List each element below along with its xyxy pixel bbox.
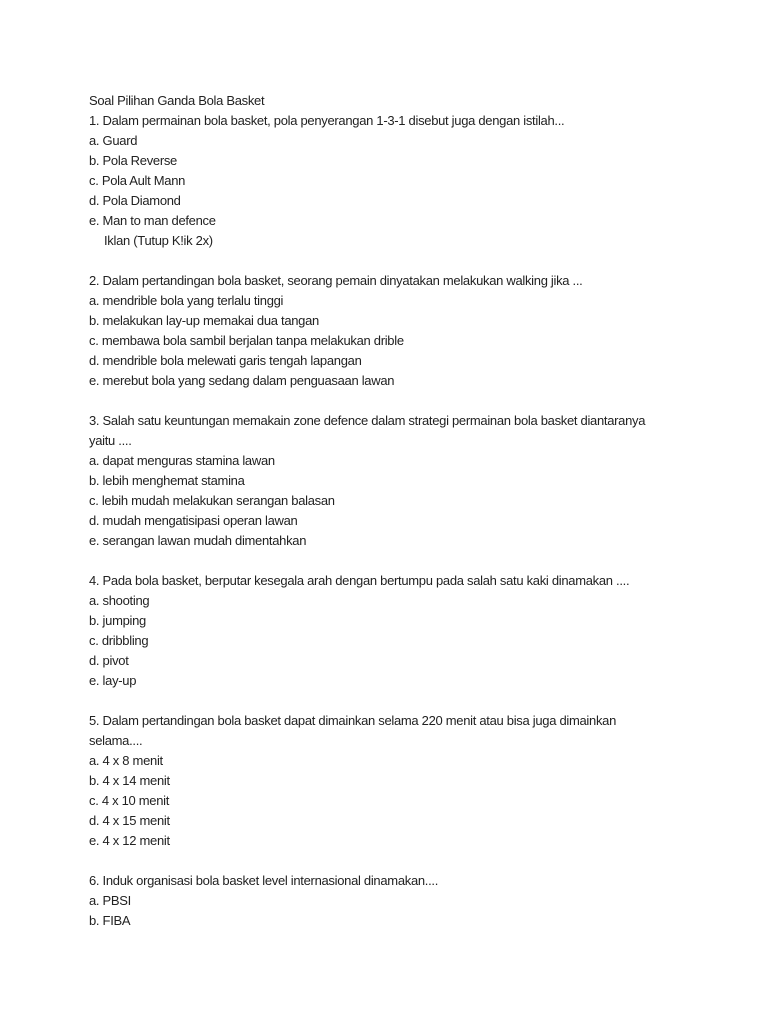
- answer-option: e. 4 x 12 menit: [89, 833, 170, 848]
- answer-option: d. mendrible bola melewati garis tengah lapangan: [89, 353, 362, 368]
- spacer: [89, 551, 645, 571]
- answer-option: d. pivot: [89, 653, 129, 668]
- answer-option: c. dribbling: [89, 633, 149, 648]
- question-block: [89, 271, 645, 411]
- answer-option: c. lebih mudah melakukan serangan balasan: [89, 493, 335, 508]
- answer-option: c. 4 x 10 menit: [89, 793, 170, 808]
- question-text: selama....: [89, 733, 143, 748]
- answer-option: a. shooting: [89, 593, 150, 608]
- answer-option: b. lebih menghemat stamina: [89, 473, 245, 488]
- answer-option: a. PBSI: [89, 893, 131, 908]
- question-text: yaitu ....: [89, 433, 132, 448]
- question-block: [89, 571, 645, 711]
- answer-option: a. mendrible bola yang terlalu tinggi: [89, 293, 284, 308]
- document-body: [89, 91, 645, 931]
- answer-option: a. dapat menguras stamina lawan: [89, 453, 275, 468]
- ad-close-link[interactable]: Iklan (Tutup K!ik 2x): [104, 233, 213, 248]
- question-block: [89, 871, 645, 931]
- question-text: 5. Dalam pertandingan bola basket dapat dimainkan selama 220 menit atau bisa juga dimainkan: [89, 713, 616, 728]
- answer-option: a. Guard: [89, 133, 138, 148]
- question-block: [89, 711, 645, 871]
- answer-option: e. merebut bola yang sedang dalam penguasaan lawan: [89, 373, 395, 388]
- answer-option: e. lay-up: [89, 673, 137, 688]
- answer-option: c. Pola Ault Mann: [89, 173, 186, 188]
- answer-option: e. Man to man defence: [89, 213, 216, 228]
- answer-option: d. 4 x 15 menit: [89, 813, 170, 828]
- answer-option: a. 4 x 8 menit: [89, 753, 163, 768]
- question-text: 4. Pada bola basket, berputar kesegala arah dengan bertumpu pada salah satu kaki dinamakan ....: [89, 573, 630, 588]
- question-text: 6. Induk organisasi bola basket level internasional dinamakan....: [89, 873, 439, 888]
- answer-option: d. Pola Diamond: [89, 193, 181, 208]
- question-text: 3. Salah satu keuntungan memakain zone defence dalam strategi permainan bola basket diantaranya: [89, 413, 646, 428]
- answer-option: b. 4 x 14 menit: [89, 773, 170, 788]
- question-text: 2. Dalam pertandingan bola basket, seorang pemain dinyatakan melakukan walking jika ...: [89, 273, 583, 288]
- spacer: [89, 251, 645, 271]
- answer-option: b. FIBA: [89, 913, 131, 928]
- question-block: [89, 411, 645, 571]
- document-title: Soal Pilihan Ganda Bola Basket: [89, 93, 265, 108]
- answer-option: d. mudah mengatisipasi operan lawan: [89, 513, 298, 528]
- question-block: [89, 111, 645, 271]
- answer-option: b. jumping: [89, 613, 146, 628]
- answer-option: c. membawa bola sambil berjalan tanpa melakukan drible: [89, 333, 404, 348]
- answer-option: b. Pola Reverse: [89, 153, 177, 168]
- question-text: 1. Dalam permainan bola basket, pola penyerangan 1-3-1 disebut juga dengan istilah...: [89, 113, 565, 128]
- spacer: [89, 851, 645, 871]
- spacer: [89, 391, 645, 411]
- spacer: [89, 691, 645, 711]
- answer-option: b. melakukan lay-up memakai dua tangan: [89, 313, 319, 328]
- answer-option: e. serangan lawan mudah dimentahkan: [89, 533, 307, 548]
